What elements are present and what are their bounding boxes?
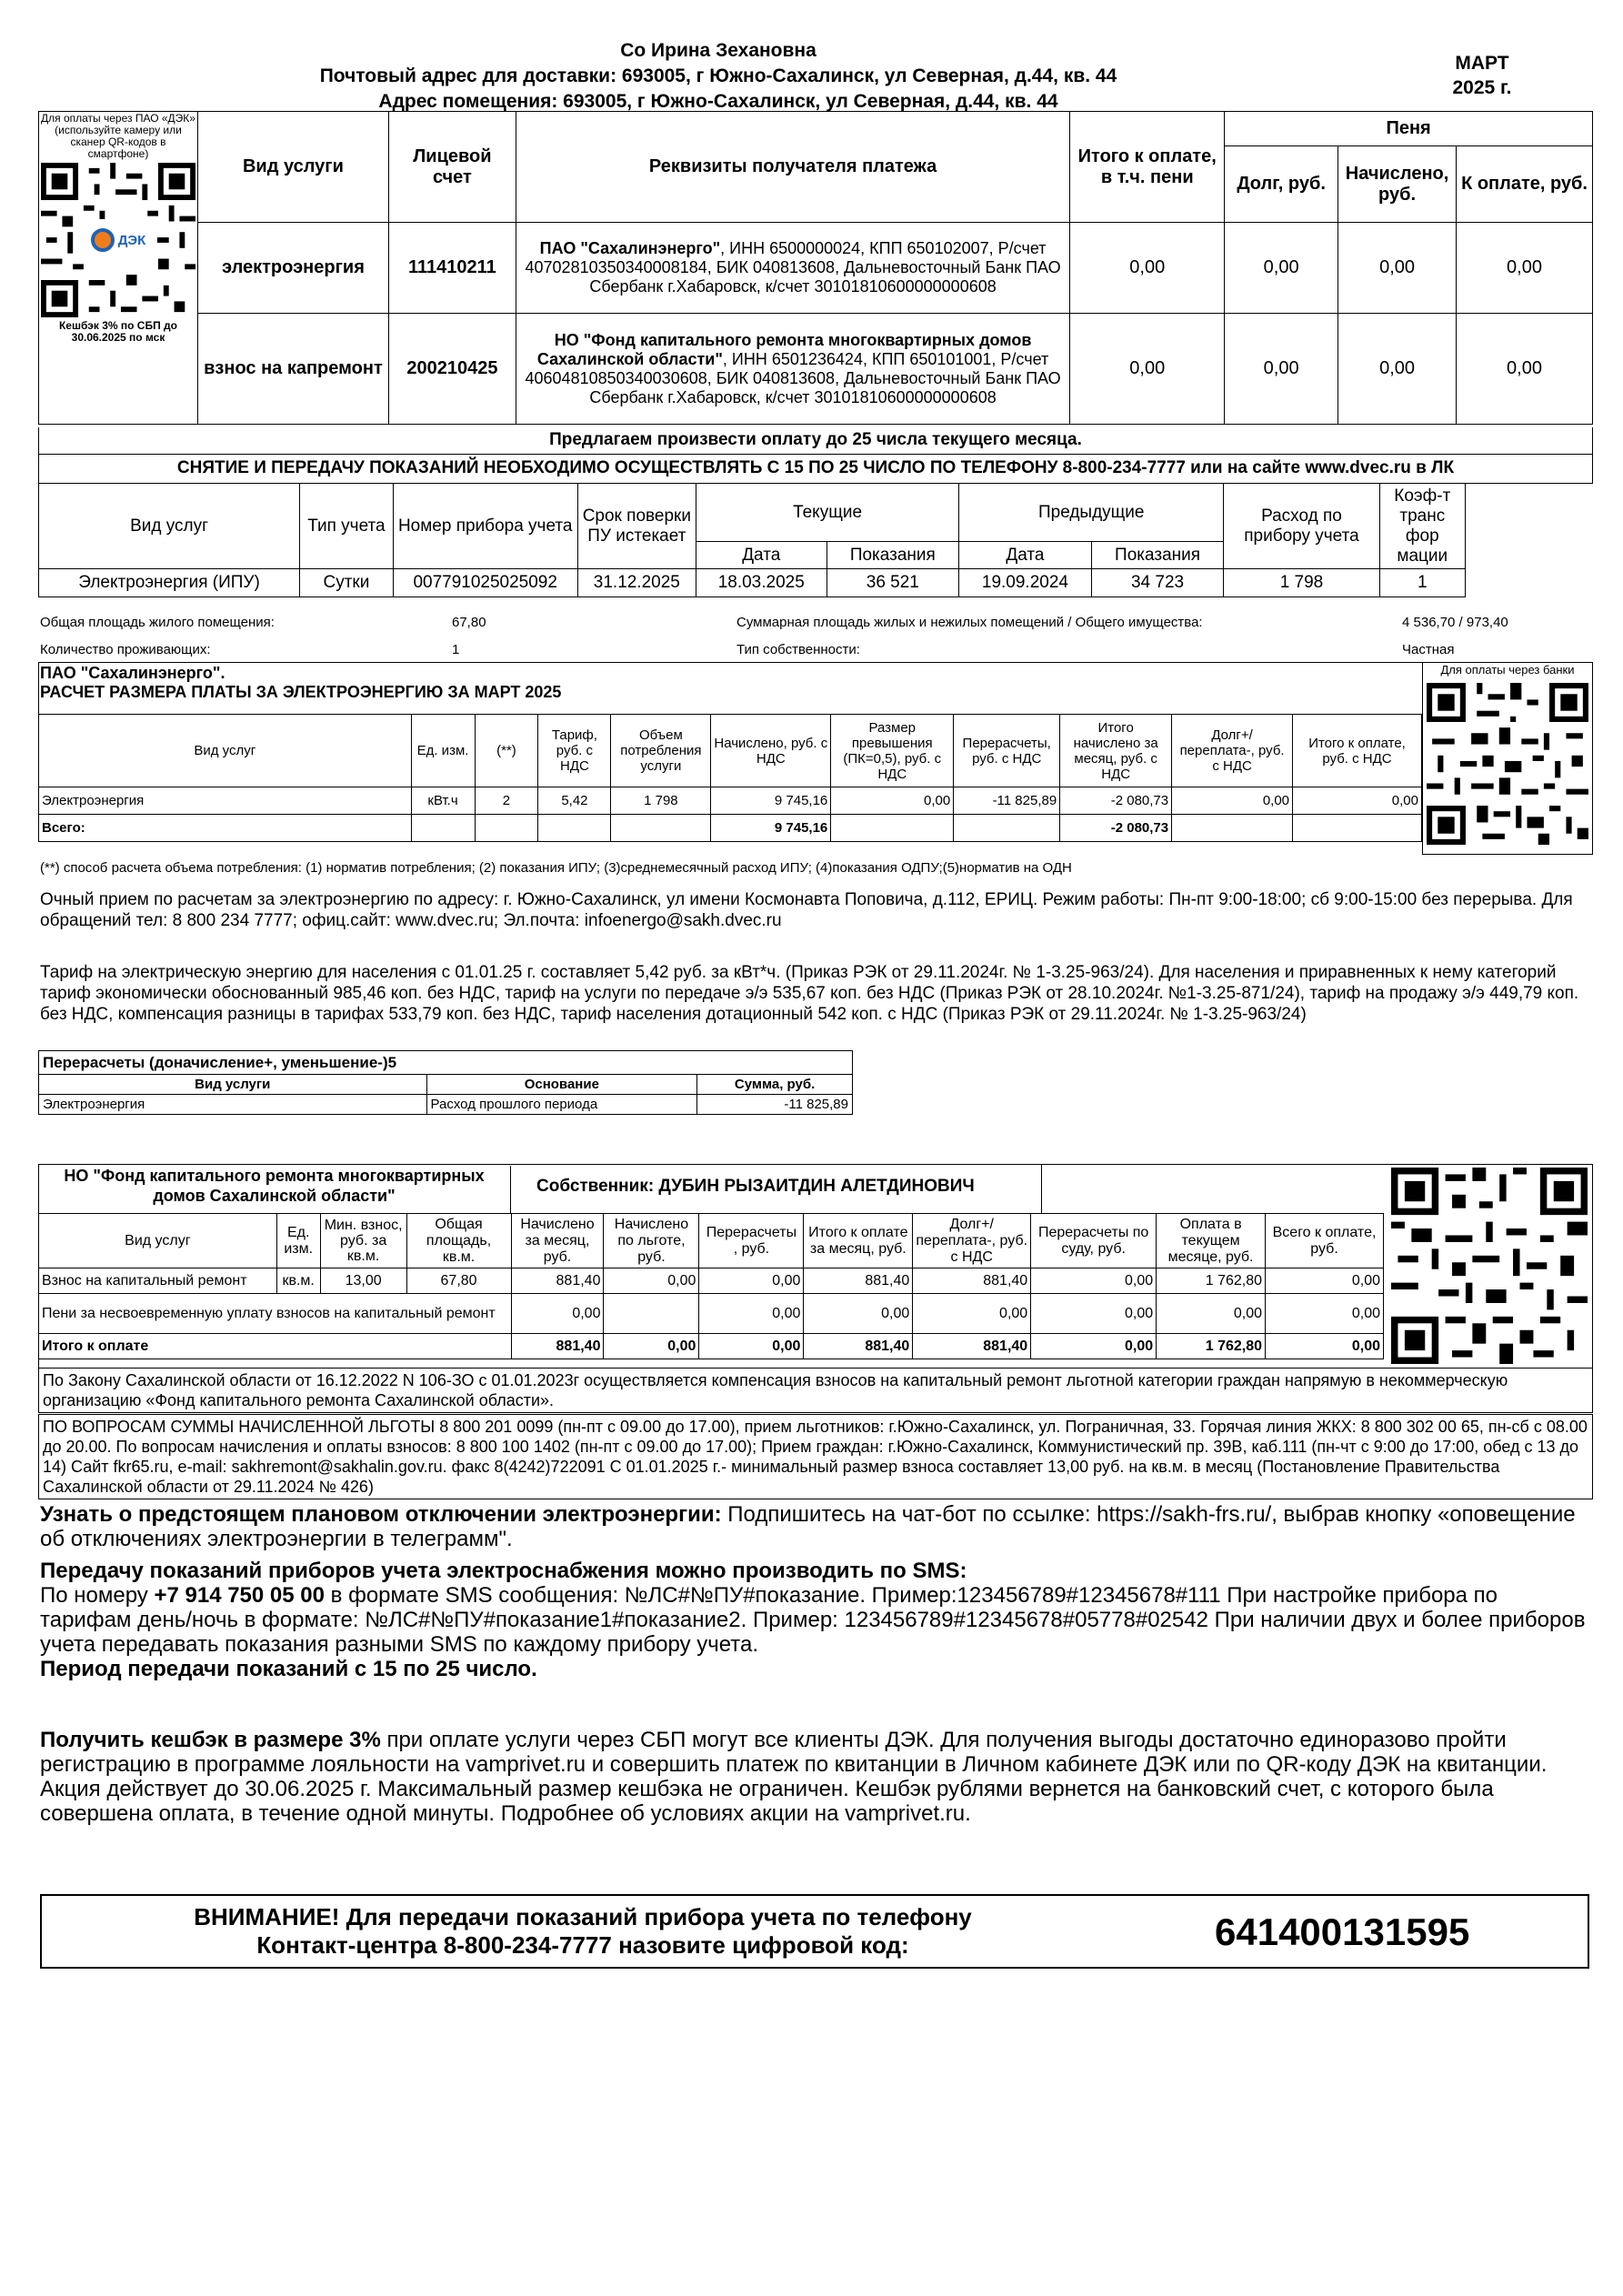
cap-total-grand: 0,00 bbox=[1266, 1334, 1384, 1359]
cap-debt: 0,00 bbox=[913, 1294, 1031, 1334]
attention-line2: Контакт-центра 8-800-234-7777 назовите цифровой код: bbox=[256, 1931, 909, 1959]
calc-company: ПАО "Сахалинэнерго". bbox=[40, 664, 225, 682]
cap-total-court: 0,00 bbox=[1031, 1334, 1157, 1359]
table-row bbox=[39, 569, 1466, 597]
sms-notice-text: в формате SMS сообщения: №ЛС#№ПУ#показание. Пример:123456789#12345678#111 При настройке прибора по тарифам день/ночь в формате: №ЛС#№ПУ#показание1#показание2. Пример: 123456789#12345678#05778#02542 При наличии двух и более приборов учета передавать показания разными SMS по каждому прибору учета. bbox=[40, 1583, 1586, 1657]
electricity-calc-table bbox=[38, 714, 1422, 842]
qr-code-dek[interactable] bbox=[41, 163, 195, 317]
tariff-info: Тариф на электрическую энергию для населения с 01.01.25 г. составляет 5,42 руб. за кВт*ч. (Приказ РЭК от 29.11.2024г. № 1-3.25-963/24). Для населения и приравненных к нему категорий тариф экономически обоснованный 985,46 коп. без НДС, тариф на услуги по передаче э/э 535,67 коп. без НДС (Приказ РЭК от 28.10.2024г. №1-3.25-871/24), тариф на продажу э/э 449,79 коп. без НДС, компенсация разницы в тарифах 533,79 коп. без НДС, тариф населения дотационный 542 коп. с НДС (Приказ РЭК от 29.11.2024г. № 1-3.25-963/24) bbox=[40, 963, 1579, 1024]
calc-total-month: -2 080,73 bbox=[1060, 815, 1172, 842]
dek-logo-icon bbox=[91, 228, 115, 252]
cashback-title: Получить кешбэк в размере 3% bbox=[40, 1728, 381, 1752]
cap-benefit: 0,00 bbox=[604, 1268, 699, 1294]
col-current: Текущие bbox=[696, 484, 958, 542]
col-calc-service: Вид услуг bbox=[39, 715, 412, 787]
residents-value: 1 bbox=[452, 642, 460, 657]
cashback-caption: Кешбэк 3% по СБП до 30.06.2025 по мск bbox=[58, 319, 177, 344]
col-meter-number: Номер прибора учета bbox=[393, 484, 577, 569]
meter-number: 007791025025092 bbox=[393, 569, 577, 597]
total-value: 0,00 bbox=[1070, 314, 1225, 425]
col-meter-verify: Срок поверки ПУ истекает bbox=[577, 484, 696, 569]
col-consumption: Расход по прибору учета bbox=[1224, 484, 1379, 569]
col-debt: Долг, руб. bbox=[1225, 146, 1338, 223]
col-cap-charged: Начислено за месяц, руб. bbox=[511, 1214, 604, 1268]
col-recalc-service: Вид услуги bbox=[39, 1075, 427, 1095]
charged-value: 0,00 bbox=[1338, 223, 1457, 314]
capital-owner: Собственник: ДУБИН РЫЗАИТДИН АЛЕТДИНОВИЧ bbox=[536, 1177, 975, 1196]
digital-code: 641400131595 bbox=[1215, 1910, 1470, 1953]
qr-banks-block[interactable] bbox=[1422, 662, 1593, 855]
sms-notice bbox=[40, 1559, 1586, 1681]
col-calc-method: (**) bbox=[475, 715, 538, 787]
col-prev-date: Дата bbox=[959, 542, 1092, 569]
cap-total: 0,00 bbox=[804, 1294, 913, 1334]
recalc-title: Перерасчеты (доначисление+, уменьшение-)5 bbox=[39, 1051, 853, 1075]
recalc-sum: -11 825,89 bbox=[697, 1095, 853, 1115]
billing-period bbox=[1418, 51, 1546, 100]
calc-footnote: (**) способ расчета объема потребления: (1) норматив потребления; (2) показания ИПУ; (3)среднемесячный расход ИПУ; (4)показания ОДПУ;(5)норматив на ОДН bbox=[40, 860, 1072, 876]
current-reading: 36 521 bbox=[827, 569, 959, 597]
cap-service: Взнос на капитальный ремонт bbox=[39, 1268, 277, 1294]
billing-month: МАРТ bbox=[1455, 53, 1509, 74]
debt-value: 0,00 bbox=[1225, 314, 1338, 425]
calc-excess: 0,00 bbox=[831, 787, 954, 815]
cap-paid: 1 762,80 bbox=[1157, 1268, 1266, 1294]
premises-address: Адрес помещения: 693005, г Южно-Сахалинск, ул Северная, д.44, кв. 44 bbox=[378, 91, 1058, 112]
col-cap-area: Общая площадь, кв.м. bbox=[406, 1214, 511, 1268]
dek-logo-text: ДЭК bbox=[117, 232, 146, 248]
cap-total-paid: 1 762,80 bbox=[1157, 1334, 1266, 1359]
calc-title: РАСЧЕТ РАЗМЕРА ПЛАТЫ ЗА ЭЛЕКТРОЭНЕРГИЮ ЗА МАРТ 2025 bbox=[40, 683, 562, 701]
account-number: 111410211 bbox=[388, 223, 516, 314]
to-pay-value: 0,00 bbox=[1457, 314, 1593, 425]
coef-value: 1 bbox=[1379, 569, 1465, 597]
col-meter-service: Вид услуг bbox=[39, 484, 300, 569]
col-cap-unit: Ед. изм. bbox=[276, 1214, 320, 1268]
cap-debt: 881,40 bbox=[913, 1268, 1031, 1294]
consumption-value: 1 798 bbox=[1224, 569, 1379, 597]
to-pay-value: 0,00 bbox=[1457, 223, 1593, 314]
calc-recalc: -11 825,89 bbox=[954, 787, 1060, 815]
qr-capital-repair[interactable] bbox=[1391, 1168, 1588, 1364]
calc-method: 2 bbox=[475, 787, 538, 815]
calc-volume: 1 798 bbox=[611, 787, 711, 815]
col-charged: Начислено, руб. bbox=[1338, 146, 1457, 223]
cap-grand: 0,00 bbox=[1266, 1268, 1384, 1294]
col-cap-grand: Всего к оплате, руб. bbox=[1266, 1214, 1384, 1268]
capital-org: НО "Фонд капитального ремонта многоквартирных домов Сахалинской области" bbox=[38, 1166, 511, 1213]
col-calc-charged: Начислено, руб. с НДС bbox=[711, 715, 831, 787]
cap-recalc: 0,00 bbox=[699, 1268, 804, 1294]
col-recalc-basis: Основание bbox=[426, 1075, 697, 1095]
col-cap-paid: Оплата в текущем месяце, руб. bbox=[1157, 1214, 1266, 1268]
col-calc-tariff: Тариф, руб. с НДС bbox=[538, 715, 611, 787]
col-cur-reading: Показания bbox=[827, 542, 959, 569]
col-total: Итого к оплате, в т.ч. пени bbox=[1070, 112, 1225, 223]
service-name: взнос на капремонт bbox=[197, 314, 388, 425]
col-cap-court: Перерасчеты по суду, руб. bbox=[1031, 1214, 1157, 1268]
attention-line1: ВНИМАНИЕ! Для передачи показаний прибора учета по телефону bbox=[194, 1903, 972, 1930]
col-cap-benefit: Начислено по льготе, руб. bbox=[604, 1214, 699, 1268]
cashback-text: при оплате услуги через СБП могут все клиенты ДЭК. Для получения выгоды достаточно единоразово пройти регистрацию в программе лояльности на vamprivet.ru и совершить платеж по квитанции в Личном кабинете ДЭК или по QR-коду ДЭК на квитанции. Акция действует до 30.06.2025 г. Максимальный размер кешбэка не ограничен. Кешбэк рублями вернется на банковский счет, с которого была совершена оплата, в течение одной минуты. Подробнее об условиях акции на vamprivet.ru. bbox=[40, 1728, 1548, 1826]
residents-label: Количество проживающих: bbox=[40, 642, 211, 657]
cap-recalc: 0,00 bbox=[699, 1294, 804, 1334]
capital-repair-table bbox=[38, 1213, 1384, 1359]
debt-value: 0,00 bbox=[1225, 223, 1338, 314]
col-calc-to-pay: Итого к оплате, руб. с НДС bbox=[1293, 715, 1422, 787]
recalc-service: Электроэнергия bbox=[39, 1095, 427, 1115]
previous-date: 19.09.2024 bbox=[959, 569, 1092, 597]
col-calc-volume: Объем потребления услуги bbox=[611, 715, 711, 787]
requisites-details: , ИНН 6501236424, КПП 650101001, Р/счет 40604810850340030608, БИК 040813608, Дальневосточный Банк ПАО Сбербанк г.Хабаровск, к/счет 30101810600000000608 bbox=[525, 349, 1061, 406]
cap-benefit bbox=[604, 1294, 699, 1334]
capital-law: По Закону Сахалинской области от 16.12.2022 N 106-ЗО с 01.01.2023г осуществляется компенсация взносов на капитальный ремонт льготной категории граждан напрямую в некоммерческую организацию «Фонд капитального ремонта Сахалинской области». bbox=[38, 1369, 1593, 1413]
table-row bbox=[39, 223, 1593, 314]
col-meter-type: Тип учета bbox=[300, 484, 394, 569]
ownership-label: Тип собственности: bbox=[736, 642, 860, 657]
requisites-org: НО "Фонд капитального ремонта многоквартирных домов Сахалинской области" bbox=[536, 330, 1032, 368]
outage-notice-text: Подпишитесь на чат-бот по ссылке: https://sakh-frs.ru/, выбрав кнопку «оповещение об отключениях электроэнергии в телеграмм". bbox=[40, 1502, 1576, 1551]
sms-period: Период передачи показаний с 15 по 25 число. bbox=[40, 1657, 537, 1681]
area-label: Общая площадь жилого помещения: bbox=[40, 615, 275, 630]
cap-total-charged: 881,40 bbox=[511, 1334, 604, 1359]
table-row bbox=[39, 1095, 853, 1115]
recipient-name: Со Ирина Зехановна bbox=[620, 40, 817, 61]
payment-deadline-strip: Предлагаем произвести оплату до 25 числа текущего месяца. bbox=[38, 427, 1593, 455]
recalc-table bbox=[38, 1050, 853, 1115]
col-to-pay: К оплате, руб. bbox=[1457, 146, 1593, 223]
sms-phone: +7 914 750 05 00 bbox=[154, 1583, 325, 1608]
calc-heading bbox=[40, 664, 561, 702]
sum-area-label: Суммарная площадь жилых и нежилых помещений / Общего имущества: bbox=[736, 615, 1203, 630]
col-service: Вид услуги bbox=[197, 112, 388, 223]
address-header bbox=[164, 38, 1273, 115]
cap-penalty-service: Пени за несвоевременную уплату взносов на капитальный ремонт bbox=[39, 1294, 512, 1334]
outage-notice-title: Узнать о предстоящем плановом отключении электроэнергии: bbox=[40, 1502, 722, 1527]
calc-service: Электроэнергия bbox=[39, 787, 412, 815]
ownership-value: Частная bbox=[1402, 642, 1455, 657]
cap-total-total: 881,40 bbox=[804, 1334, 913, 1359]
charged-value: 0,00 bbox=[1338, 314, 1457, 425]
cap-total-benefit: 0,00 bbox=[604, 1334, 699, 1359]
attention-text bbox=[96, 1903, 1069, 1960]
calc-to-pay: 0,00 bbox=[1293, 787, 1422, 815]
outage-notice bbox=[40, 1502, 1586, 1551]
cap-total-recalc: 0,00 bbox=[699, 1334, 804, 1359]
requisites-details: , ИНН 6500000024, КПП 650102007, Р/счет 40702810350340008184, БИК 040813608, Дальневосточный Банк ПАО Сбербанк г.Хабаровск, к/счет 30101810600000000608 bbox=[525, 239, 1061, 296]
col-cap-debt: Долг+/ переплата-, руб. с НДС bbox=[913, 1214, 1031, 1268]
calc-tariff: 5,42 bbox=[538, 787, 611, 815]
readings-strip: СНЯТИЕ И ПЕРЕДАЧУ ПОКАЗАНИЙ НЕОБХОДИМО ОСУЩЕСТВЛЯТЬ С 15 ПО 25 ЧИСЛО ПО ТЕЛЕФОНУ 8-800-234-7777 или на сайте www.dvec.ru в ЛК bbox=[38, 455, 1593, 484]
cashback-notice bbox=[40, 1728, 1586, 1826]
qr-left-cell bbox=[39, 112, 198, 425]
qr-banks-caption: Для оплаты через банки bbox=[1440, 663, 1575, 677]
cap-court: 0,00 bbox=[1031, 1294, 1157, 1334]
col-recalc-sum: Сумма, руб. bbox=[697, 1075, 853, 1095]
divider bbox=[1041, 1164, 1042, 1213]
table-row bbox=[39, 1294, 1384, 1334]
table-row bbox=[39, 314, 1593, 425]
area-value: 67,80 bbox=[452, 615, 486, 630]
col-requisites: Реквизиты получателя платежа bbox=[516, 112, 1069, 223]
qr-code-icon bbox=[1391, 1168, 1588, 1364]
cap-charged: 881,40 bbox=[511, 1268, 604, 1294]
calc-total-label: Всего: bbox=[39, 815, 412, 842]
cap-unit: кв.м. bbox=[276, 1268, 320, 1294]
cap-area: 67,80 bbox=[406, 1268, 511, 1294]
divider bbox=[38, 662, 39, 714]
cap-grand: 0,00 bbox=[1266, 1294, 1384, 1334]
cap-total-debt: 881,40 bbox=[913, 1334, 1031, 1359]
cap-total-label: Итого к оплате bbox=[39, 1334, 512, 1359]
service-name: электроэнергия bbox=[197, 223, 388, 314]
col-calc-unit: Ед. изм. bbox=[411, 715, 475, 787]
col-calc-excess: Размер превышения (ПК=0,5), руб. с НДС bbox=[831, 715, 954, 787]
col-cur-date: Дата bbox=[696, 542, 827, 569]
col-calc-total: Итого начислено за месяц, руб. с НДС bbox=[1060, 715, 1172, 787]
col-cap-service: Вид услуг bbox=[39, 1214, 277, 1268]
col-cap-min: Мин. взнос, руб. за кв.м. bbox=[320, 1214, 406, 1268]
table-row bbox=[39, 1268, 1384, 1294]
attention-box bbox=[40, 1894, 1589, 1969]
meter-verify-date: 31.12.2025 bbox=[577, 569, 696, 597]
col-calc-debt: Долг+/ переплата-, руб. с НДС bbox=[1172, 715, 1293, 787]
requisites-org: ПАО "Сахалинэнерго" bbox=[539, 239, 721, 257]
table-row bbox=[39, 787, 1422, 815]
table-row bbox=[39, 815, 1422, 842]
meters-table bbox=[38, 483, 1466, 597]
col-calc-recalc: Перерасчеты, руб. с НДС bbox=[954, 715, 1060, 787]
services-table bbox=[38, 111, 1593, 425]
meter-service: Электроэнергия (ИПУ) bbox=[39, 569, 300, 597]
table-row bbox=[39, 1334, 1384, 1359]
col-penalty: Пеня bbox=[1225, 112, 1593, 146]
col-previous: Предыдущие bbox=[959, 484, 1224, 542]
cap-min: 13,00 bbox=[320, 1268, 406, 1294]
calc-debt: 0,00 bbox=[1172, 787, 1293, 815]
requisites bbox=[516, 223, 1069, 314]
sms-notice-prefix: По номеру bbox=[40, 1583, 155, 1608]
qr-left-caption: Для оплаты через ПАО «ДЭК» (используйте камеру или сканер QR-кодов в смартфоне) bbox=[41, 112, 195, 160]
postal-address: Почтовый адрес для доставки: 693005, г Южно-Сахалинск, ул Северная, д.44, кв. 44 bbox=[319, 65, 1117, 86]
sum-area-value: 4 536,70 / 973,40 bbox=[1402, 615, 1508, 630]
billing-year: 2025 г. bbox=[1452, 77, 1512, 98]
calc-total-charged: 9 745,16 bbox=[711, 815, 831, 842]
calc-total: -2 080,73 bbox=[1060, 787, 1172, 815]
requisites bbox=[516, 314, 1069, 425]
col-cap-recalc: Перерасчеты , руб. bbox=[699, 1214, 804, 1268]
total-value: 0,00 bbox=[1070, 223, 1225, 314]
dek-logo bbox=[79, 219, 157, 261]
cap-charged: 0,00 bbox=[511, 1294, 604, 1334]
previous-reading: 34 723 bbox=[1091, 569, 1224, 597]
qr-code-icon bbox=[1427, 683, 1588, 845]
recalc-basis: Расход прошлого периода bbox=[426, 1095, 697, 1115]
cap-court: 0,00 bbox=[1031, 1268, 1157, 1294]
divider bbox=[38, 662, 1422, 663]
cap-total: 881,40 bbox=[804, 1268, 913, 1294]
col-prev-reading: Показания bbox=[1091, 542, 1224, 569]
meter-type: Сутки bbox=[300, 569, 394, 597]
col-coef: Коэф-т транс фор мации bbox=[1379, 484, 1465, 569]
cap-paid: 0,00 bbox=[1157, 1294, 1266, 1334]
col-account: Лицевой счет bbox=[388, 112, 516, 223]
current-date: 18.03.2025 bbox=[696, 569, 827, 597]
capital-contacts: ПО ВОПРОСАМ СУММЫ НАЧИСЛЕННОЙ ЛЬГОТЫ 8 800 201 0099 (пн-пт с 09.00 до 17.00), прием льготников: г.Южно-Сахалинск, ул. Пограничная, 33. Горячая линия ЖКХ: 8 800 302 00 65, пн-сб с 08.00 до 20.00. По вопросам начисления и оплаты взносов: 8 800 100 1402 (пн-пт с 09.00 до 17.00); Прием граждан: г.Южно-Сахалинск, Коммунистический пр. 39В, каб.111 (пн-чт с 9:00 до 17:00, обед с 13 до 14) Сайт fkr65.ru, e-mail: sakhremont@sakhalin.gov.ru. факс 8(4242)722091 С 01.01.2025 г.- минимальный размер взноса составляет 13,00 руб. на кв.м. в месяц (Постановление Правительства Сахалинской области от 29.11.2024 № 426) bbox=[38, 1414, 1593, 1499]
calc-unit: кВт.ч bbox=[411, 787, 475, 815]
office-info: Очный прием по расчетам за электроэнергию по адресу: г. Южно-Сахалинск, ул имени Космонавта Поповича, д.112, ЕРИЦ. Режим работы: Пн-пт 9:00-18:00; сб 9:00-15:00 без перерыва. Для обращений тел: 8 800 234 7777; офиц.сайт: www.dvec.ru; Эл.почта: infoenergo@sakh.dvec.ru bbox=[40, 890, 1573, 930]
col-cap-total: Итого к оплате за месяц, руб. bbox=[804, 1214, 913, 1268]
sms-notice-title: Передачу показаний приборов учета электроснабжения можно производить по SMS: bbox=[40, 1559, 967, 1583]
account-number: 200210425 bbox=[388, 314, 516, 425]
calc-charged: 9 745,16 bbox=[711, 787, 831, 815]
